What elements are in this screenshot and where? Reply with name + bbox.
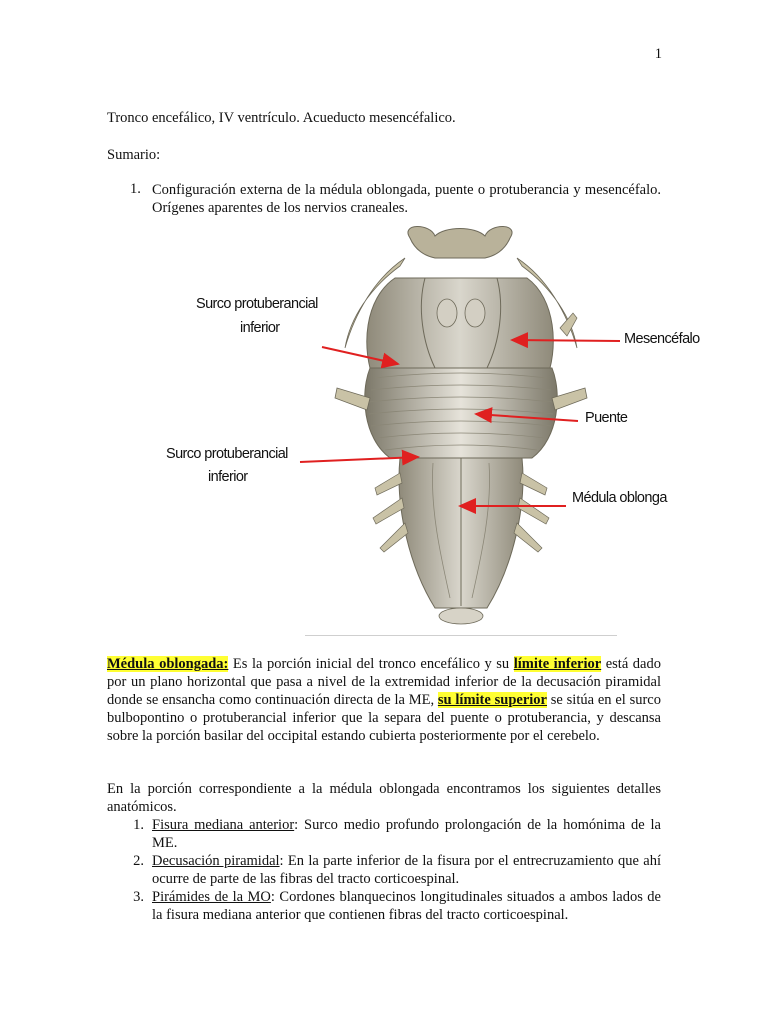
term-limite-inferior: límite inferior — [513, 656, 602, 672]
medula-paragraph — [107, 655, 661, 745]
list-item-term: Pirámides de la MO — [152, 889, 271, 905]
label-mesencefalo: Mesencéfalo — [624, 331, 700, 347]
arrow-surco-bottom — [300, 457, 418, 462]
term-limite-superior: su límite superior — [437, 692, 547, 708]
sumario-heading: Sumario: — [107, 147, 161, 163]
list-item-number: 3. — [133, 889, 144, 905]
list-item — [107, 852, 661, 888]
list-item — [107, 888, 661, 924]
list-item-term: Decusación piramidal — [152, 853, 280, 869]
para1-text2: está dado por un plano horizontal que pasa a nivel de la extremidad inferior de la decusación piramidal donde se ensancha como continuación directa de la ME, — [107, 656, 661, 708]
details-intro-paragraph: En la porción correspondiente a la médula oblongada encontramos los siguientes detalles anatómicos. — [107, 781, 661, 815]
label-surco-top-line2: inferior — [240, 320, 280, 336]
arrow-puente — [476, 414, 578, 421]
list-item — [107, 816, 661, 852]
para1-text3: se sitúa en el surco bulbopontino o protuberancial inferior que la separa del puente o protuberancia, y descansa sobre la porción basilar del occipital estando cubierta posteriormente por el cerebelo. — [107, 692, 661, 744]
label-surco-bottom-line2: inferior — [208, 469, 248, 485]
label-surco-top-line1: Surco protuberancial — [196, 296, 318, 312]
list-item-text: : Surco medio profundo prolongación de la homónima de la ME. — [152, 817, 661, 851]
sumario-item-number: 1. — [130, 181, 141, 197]
list-item-text: : Cordones blanquecinos longitudinales situados a ambos lados de la fisura mediana anterior que contienen fibras del tracto corticoespinal. — [152, 889, 661, 923]
para1-text1: Es la porción inicial del tronco encefálico y su — [228, 656, 514, 672]
document-title: Tronco encefálico, IV ventrículo. Acueducto mesencéfalico. — [107, 110, 456, 126]
list-item-number: 2. — [133, 853, 144, 869]
arrow-surco-top — [322, 347, 398, 364]
list-item-number: 1. — [133, 817, 144, 833]
label-surco-bottom-line1: Surco protuberancial — [166, 446, 288, 462]
anatomical-details-list — [107, 816, 661, 924]
label-puente: Puente — [585, 410, 628, 426]
term-medula-oblongada: Médula oblongada: — [107, 656, 229, 672]
list-item-term: Fisura mediana anterior — [152, 817, 295, 833]
list-item-text: : En la parte inferior de la fisura por el entrecruzamiento que ahí ocurre de parte de las fibras del tracto corticoespinal. — [152, 853, 661, 887]
label-medula: Médula oblonga — [572, 490, 667, 506]
page-number: 1 — [654, 46, 662, 62]
sumario-item-text: Configuración externa de la médula oblongada, puente o protuberancia y mesencéfalo. Orígenes aparentes de los nervios craneales. — [152, 182, 661, 216]
arrow-mesencefalo — [512, 340, 620, 341]
